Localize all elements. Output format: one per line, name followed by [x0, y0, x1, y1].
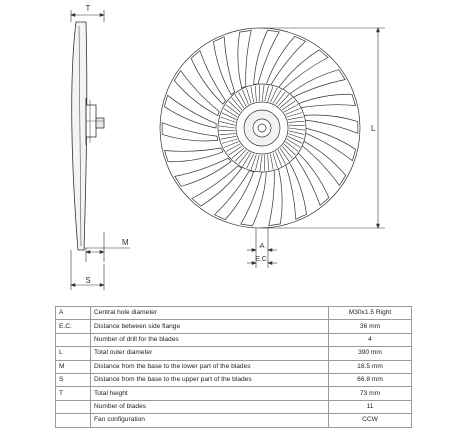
spec-description: Central hole diameter	[91, 307, 329, 320]
spec-value: 11	[329, 400, 412, 413]
spec-value: CCW	[329, 414, 412, 427]
spec-symbol: L	[56, 347, 91, 360]
fan-blade	[297, 94, 355, 108]
spec-symbol	[56, 400, 91, 413]
spec-row	[56, 373, 412, 386]
spec-row	[56, 360, 412, 373]
label-S: S	[85, 276, 91, 285]
spec-symbol: M	[56, 360, 91, 373]
spec-value: 73 mm	[329, 387, 412, 400]
fan-front-view	[160, 28, 360, 228]
spec-symbol	[56, 333, 91, 346]
spec-value: 36 mm	[329, 320, 412, 333]
spec-description: Number of blades	[91, 400, 329, 413]
center-boss	[253, 119, 271, 137]
spec-value: 66.8 mm	[329, 373, 412, 386]
spec-value: M30x1.5 Right	[329, 307, 412, 320]
spec-symbol: A	[56, 307, 91, 320]
spec-description: Fan configuration	[91, 414, 329, 427]
spec-description: Total height	[91, 387, 329, 400]
fan-blade	[269, 168, 282, 226]
spec-row	[56, 414, 412, 427]
label-T: T	[85, 4, 91, 13]
spec-row	[56, 387, 412, 400]
label-M: M	[122, 238, 129, 247]
spec-value: 390 mm	[329, 347, 412, 360]
spec-symbol: S	[56, 373, 91, 386]
fan-side-view	[72, 22, 104, 250]
label-EC: E.C.	[255, 256, 269, 263]
spec-description: Total outer diameter	[91, 347, 329, 360]
label-L: L	[371, 124, 376, 133]
spec-row	[56, 347, 412, 360]
spec-value: 4	[329, 333, 412, 346]
spec-description: Distance between side flange	[91, 320, 329, 333]
spec-description: Number of drill for the blades	[91, 333, 329, 346]
fan-blade	[238, 30, 251, 88]
spec-symbol	[56, 414, 91, 427]
spec-value: 18.5 mm	[329, 360, 412, 373]
spec-description: Distance from the base to the lower part of the blades	[91, 360, 329, 373]
spec-row	[56, 307, 412, 320]
spec-description: Distance from the base to the upper part of the blades	[91, 373, 329, 386]
dimension-M	[84, 232, 130, 262]
spec-row	[56, 320, 412, 333]
fan-blade	[165, 148, 223, 162]
spec-row	[56, 400, 412, 413]
fan-blade	[304, 128, 356, 161]
fan-blade	[164, 95, 216, 128]
label-A: A	[259, 241, 265, 250]
spec-table	[55, 306, 412, 428]
spec-symbol: E.C.	[56, 320, 91, 333]
spec-row	[56, 333, 412, 346]
spec-symbol: T	[56, 387, 91, 400]
